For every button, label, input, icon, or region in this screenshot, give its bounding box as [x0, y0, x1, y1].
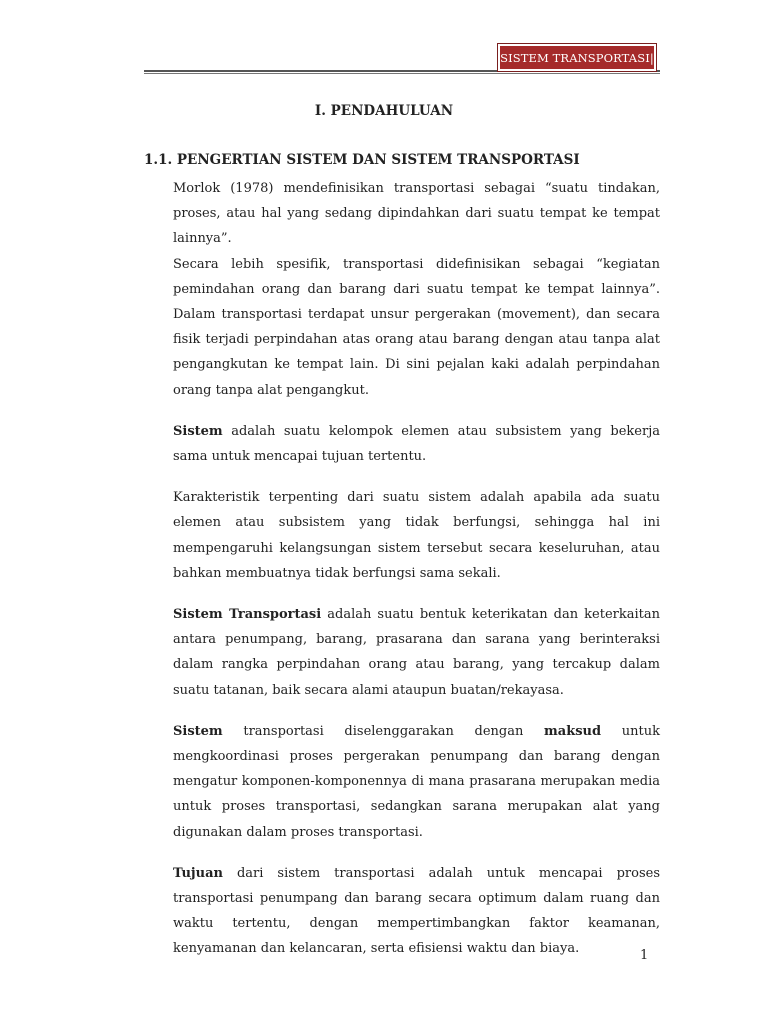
paragraph-7-text: dari sistem transportasi adalah untuk mencapai proses transportasi penumpang dan barang secara optimum dalam ruang dan waktu tertentu, dengan mempertimbangkan faktor keamanan, kenyamanan dan kelancaran, serta efisiensi waktu dan biaya.: [173, 865, 660, 957]
term-sistem: Sistem: [173, 423, 223, 439]
header-tag: [497, 43, 657, 72]
paragraph-7: [173, 861, 660, 962]
term-maksud: maksud: [544, 723, 602, 739]
paragraph-6-text-b: untuk mengkoordinasi proses pergerakan penumpang dan barang dengan mengatur komponen-komponennya di mana prasarana merupakan media untuk proses transportasi, sedangkan sarana merupakan alat yang digunakan dalam proses transportasi.: [173, 723, 660, 840]
paragraph-4: Karakteristik terpenting dari suatu sistem adalah apabila ada suatu elemen atau subsistem yang tidak berfungsi, sehingga hal ini mempengaruhi kelangsungan sistem tersebut secara keseluruhan, atau bahkan membuatnya tidak berfungsi sama sekali.: [173, 490, 660, 581]
paragraph-6-text-a: transportasi diselenggarakan dengan: [222, 723, 545, 739]
term-sistem-transportasi: Sistem Transportasi: [173, 607, 322, 623]
paragraph-6: [173, 719, 660, 845]
header-tag-label: SISTEM TRANSPORTASI|: [500, 46, 654, 69]
paragraph-1: Morlok (1978) mendefinisikan transportasi sebagai “suatu tindakan, proses, atau hal yang sedang dipindahkan dari suatu tempat ke tempat lainnya”.: [173, 181, 660, 247]
paragraph-2: Secara lebih spesifik, transportasi didefinisikan sebagai “kegiatan pemindahan orang dan barang dari suatu tempat ke tempat lainnya”. Dalam transportasi terdapat unsur pergerakan (movement), dan secara fisik terjadi perpindahan atas orang atau barang dengan atau tanpa alat pengangkutan ke tempat lain. Di sini pejalan kaki adalah perpindahan orang tanpa alat pengangkut.: [173, 256, 660, 398]
paragraph-3: [173, 419, 660, 469]
term-sistem-2: Sistem: [173, 723, 223, 739]
section-title: 1.1. PENGERTIAN SISTEM DAN SISTEM TRANSPORTASI: [144, 152, 580, 168]
term-tujuan: Tujuan: [173, 865, 223, 881]
paragraph-3-text: adalah suatu kelompok elemen atau subsistem yang bekerja sama untuk mencapai tujuan tertentu.: [173, 423, 660, 465]
chapter-title: I. PENDAHULUAN: [314, 103, 454, 119]
document-body: [173, 176, 660, 962]
paragraph-5-text: adalah suatu bentuk keterikatan dan keterkaitan antara penumpang, barang, prasarana dan sarana yang berinteraksi dalam rangka perpindahan orang atau barang, yang tercakup dalam suatu tatanan, baik secara alami ataupun buatan/rekayasa.: [173, 607, 660, 698]
paragraph-5: [173, 602, 660, 703]
page-number: 1: [640, 948, 649, 963]
